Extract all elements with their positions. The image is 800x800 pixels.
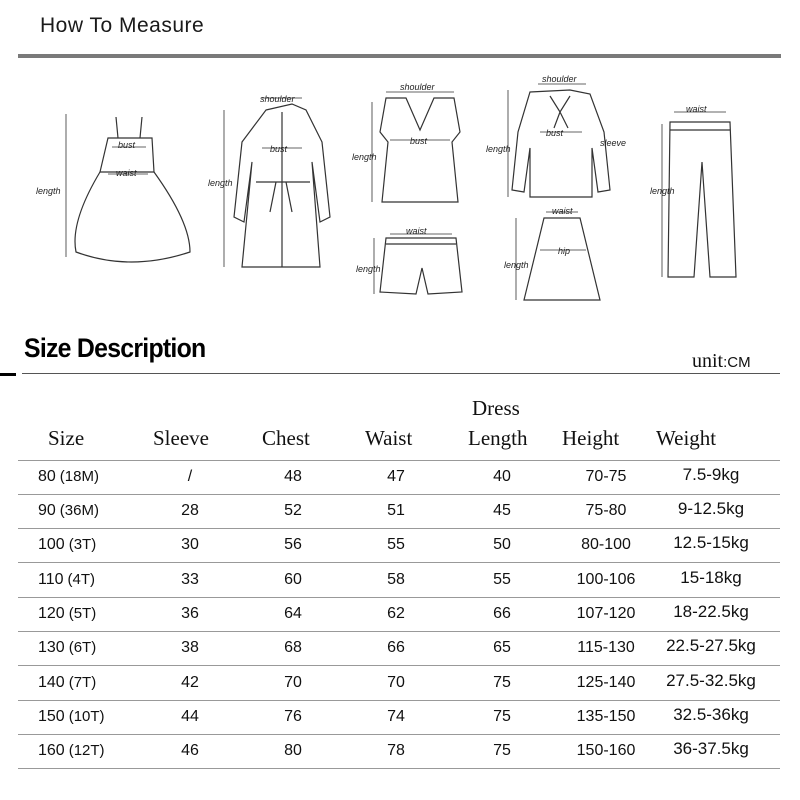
pants-waist-label: waist	[686, 104, 707, 114]
cell-length: 40	[493, 468, 511, 485]
cell-size	[38, 605, 96, 623]
shorts-length-label: length	[356, 264, 381, 274]
size-value: 100	[38, 536, 65, 553]
cell-size	[38, 468, 99, 486]
shorts-illustration	[356, 226, 462, 294]
cell-sleeve: 36	[181, 605, 199, 622]
age-value: (6T)	[68, 639, 97, 656]
cell-height: 100-106	[576, 571, 636, 588]
coat-illustration	[208, 94, 330, 267]
vest-shoulder-label: shoulder	[400, 82, 435, 92]
cell-waist: 74	[387, 708, 405, 725]
skirt-hip-label: hip	[558, 246, 571, 256]
header-divider	[18, 54, 781, 58]
cell-chest: 70	[284, 674, 302, 691]
cell-chest: 60	[284, 571, 302, 588]
cell-height: 70-75	[585, 468, 627, 485]
cell-sleeve: 30	[181, 536, 199, 553]
cell-weight: 22.5-27.5kg	[666, 636, 756, 655]
age-value: (3T)	[68, 536, 97, 553]
cell-waist: 62	[387, 605, 405, 622]
cell-sleeve: 28	[181, 502, 199, 519]
cell-chest: 56	[284, 536, 302, 553]
cell-weight: 36-37.5kg	[673, 739, 749, 758]
cell-sleeve: 42	[181, 674, 199, 691]
row-divider	[18, 665, 780, 666]
cell-chest: 52	[284, 502, 302, 519]
cell-waist: 51	[387, 502, 405, 519]
cell-size	[38, 708, 105, 726]
cell-size	[38, 571, 95, 589]
header-height: Height	[562, 426, 620, 450]
shorts-waist-label: waist	[406, 226, 427, 236]
header-sleeve: Sleeve	[153, 426, 209, 450]
cell-waist: 58	[387, 571, 405, 588]
cell-chest: 64	[284, 605, 302, 622]
measurement-illustrations	[30, 72, 750, 312]
vest-illustration	[352, 82, 460, 202]
cell-length: 55	[493, 571, 511, 588]
row-divider	[18, 631, 780, 632]
row-divider	[18, 460, 780, 461]
cell-length: 75	[493, 674, 511, 691]
cell-sleeve: 38	[181, 639, 199, 656]
pants-illustration	[650, 104, 736, 277]
cell-sleeve: 33	[181, 571, 199, 588]
row-divider	[18, 768, 780, 769]
cell-height: 135-150	[576, 708, 636, 725]
cell-chest: 76	[284, 708, 302, 725]
blouse-length-label: length	[486, 144, 511, 154]
row-divider	[18, 597, 780, 598]
age-value: (10T)	[68, 708, 105, 725]
unit-text: unit	[692, 350, 724, 372]
cell-length: 50	[493, 536, 511, 553]
cell-height: 150-160	[576, 742, 636, 759]
vest-bust-label: bust	[410, 136, 428, 146]
cell-chest: 68	[284, 639, 302, 656]
cell-sleeve: 46	[181, 742, 199, 759]
header-size: Size	[48, 426, 85, 450]
cell-height: 107-120	[576, 605, 636, 622]
row-divider	[18, 528, 780, 529]
skirt-waist-label: waist	[552, 206, 573, 216]
header-waist: Waist	[365, 426, 413, 450]
cell-sleeve: 44	[181, 708, 199, 725]
cell-weight: 15-18kg	[680, 568, 742, 587]
cell-height: 115-130	[577, 639, 635, 656]
coat-length-label: length	[208, 178, 233, 188]
vest-length-label: length	[352, 152, 377, 162]
section-divider	[22, 373, 780, 374]
cell-waist: 78	[387, 742, 405, 759]
blouse-sleeve-label: sleeve	[600, 138, 627, 148]
size-value: 110	[38, 571, 64, 588]
unit-label	[692, 350, 751, 373]
skirt-length-label: length	[504, 260, 529, 270]
coat-shoulder-label: shoulder	[260, 94, 295, 104]
cell-weight: 12.5-15kg	[673, 533, 749, 552]
age-value: (12T)	[68, 742, 105, 759]
size-value: 160	[38, 742, 65, 759]
row-divider	[18, 700, 780, 701]
row-divider	[18, 494, 780, 495]
cell-weight: 32.5-36kg	[673, 705, 749, 724]
dress-illustration	[36, 114, 190, 262]
size-value: 80	[38, 468, 56, 485]
cell-waist: 47	[387, 468, 405, 485]
unit-value: :CM	[723, 354, 751, 371]
cell-size	[38, 536, 96, 554]
skirt-illustration	[504, 206, 600, 300]
blouse-bust-label: bust	[546, 128, 564, 138]
header-dress: Dress	[472, 396, 520, 420]
cell-size	[38, 742, 105, 760]
blouse-shoulder-label: shoulder	[542, 74, 577, 84]
age-value: (4T)	[67, 571, 96, 588]
size-value: 140	[38, 674, 65, 691]
age-value: (36M)	[59, 502, 99, 519]
cell-length: 45	[493, 502, 511, 519]
header-length: Length	[468, 426, 528, 450]
cell-weight: 18-22.5kg	[673, 602, 749, 621]
pants-length-label: length	[650, 186, 675, 196]
dress-bust-label: bust	[118, 140, 136, 150]
cell-length: 75	[493, 742, 511, 759]
size-value: 120	[38, 605, 65, 622]
cell-waist: 55	[387, 536, 405, 553]
cell-length: 75	[493, 708, 511, 725]
title-accent	[0, 373, 16, 376]
age-value: (7T)	[68, 674, 97, 691]
cell-size	[38, 639, 96, 657]
section-title: Size Description	[24, 333, 206, 363]
dress-waist-label: waist	[116, 168, 137, 178]
cell-height: 80-100	[581, 536, 631, 553]
age-value: (5T)	[68, 605, 97, 622]
cell-chest: 48	[284, 468, 302, 485]
cell-height: 125-140	[576, 674, 636, 691]
cell-size	[38, 674, 96, 692]
coat-bust-label: bust	[270, 144, 288, 154]
cell-length: 65	[493, 639, 511, 656]
age-value: (18M)	[59, 468, 99, 485]
cell-sleeve: /	[187, 468, 193, 485]
cell-waist: 66	[387, 639, 405, 656]
cell-weight: 27.5-32.5kg	[666, 671, 756, 690]
page-title: How To Measure	[40, 14, 205, 37]
cell-height: 75-80	[585, 502, 627, 519]
row-divider	[18, 562, 780, 563]
dress-length-label: length	[36, 186, 61, 196]
cell-chest: 80	[284, 742, 302, 759]
row-divider	[18, 734, 780, 735]
cell-waist: 70	[387, 674, 405, 691]
header-weight: Weight	[656, 426, 717, 450]
cell-length: 66	[493, 605, 511, 622]
cell-weight: 7.5-9kg	[682, 465, 740, 484]
size-value: 150	[38, 708, 65, 725]
cell-size	[38, 502, 99, 520]
size-value: 90	[38, 502, 56, 519]
header-chest: Chest	[262, 426, 310, 450]
cell-weight: 9-12.5kg	[677, 499, 745, 518]
blouse-illustration	[486, 74, 626, 197]
size-value: 130	[38, 639, 65, 656]
